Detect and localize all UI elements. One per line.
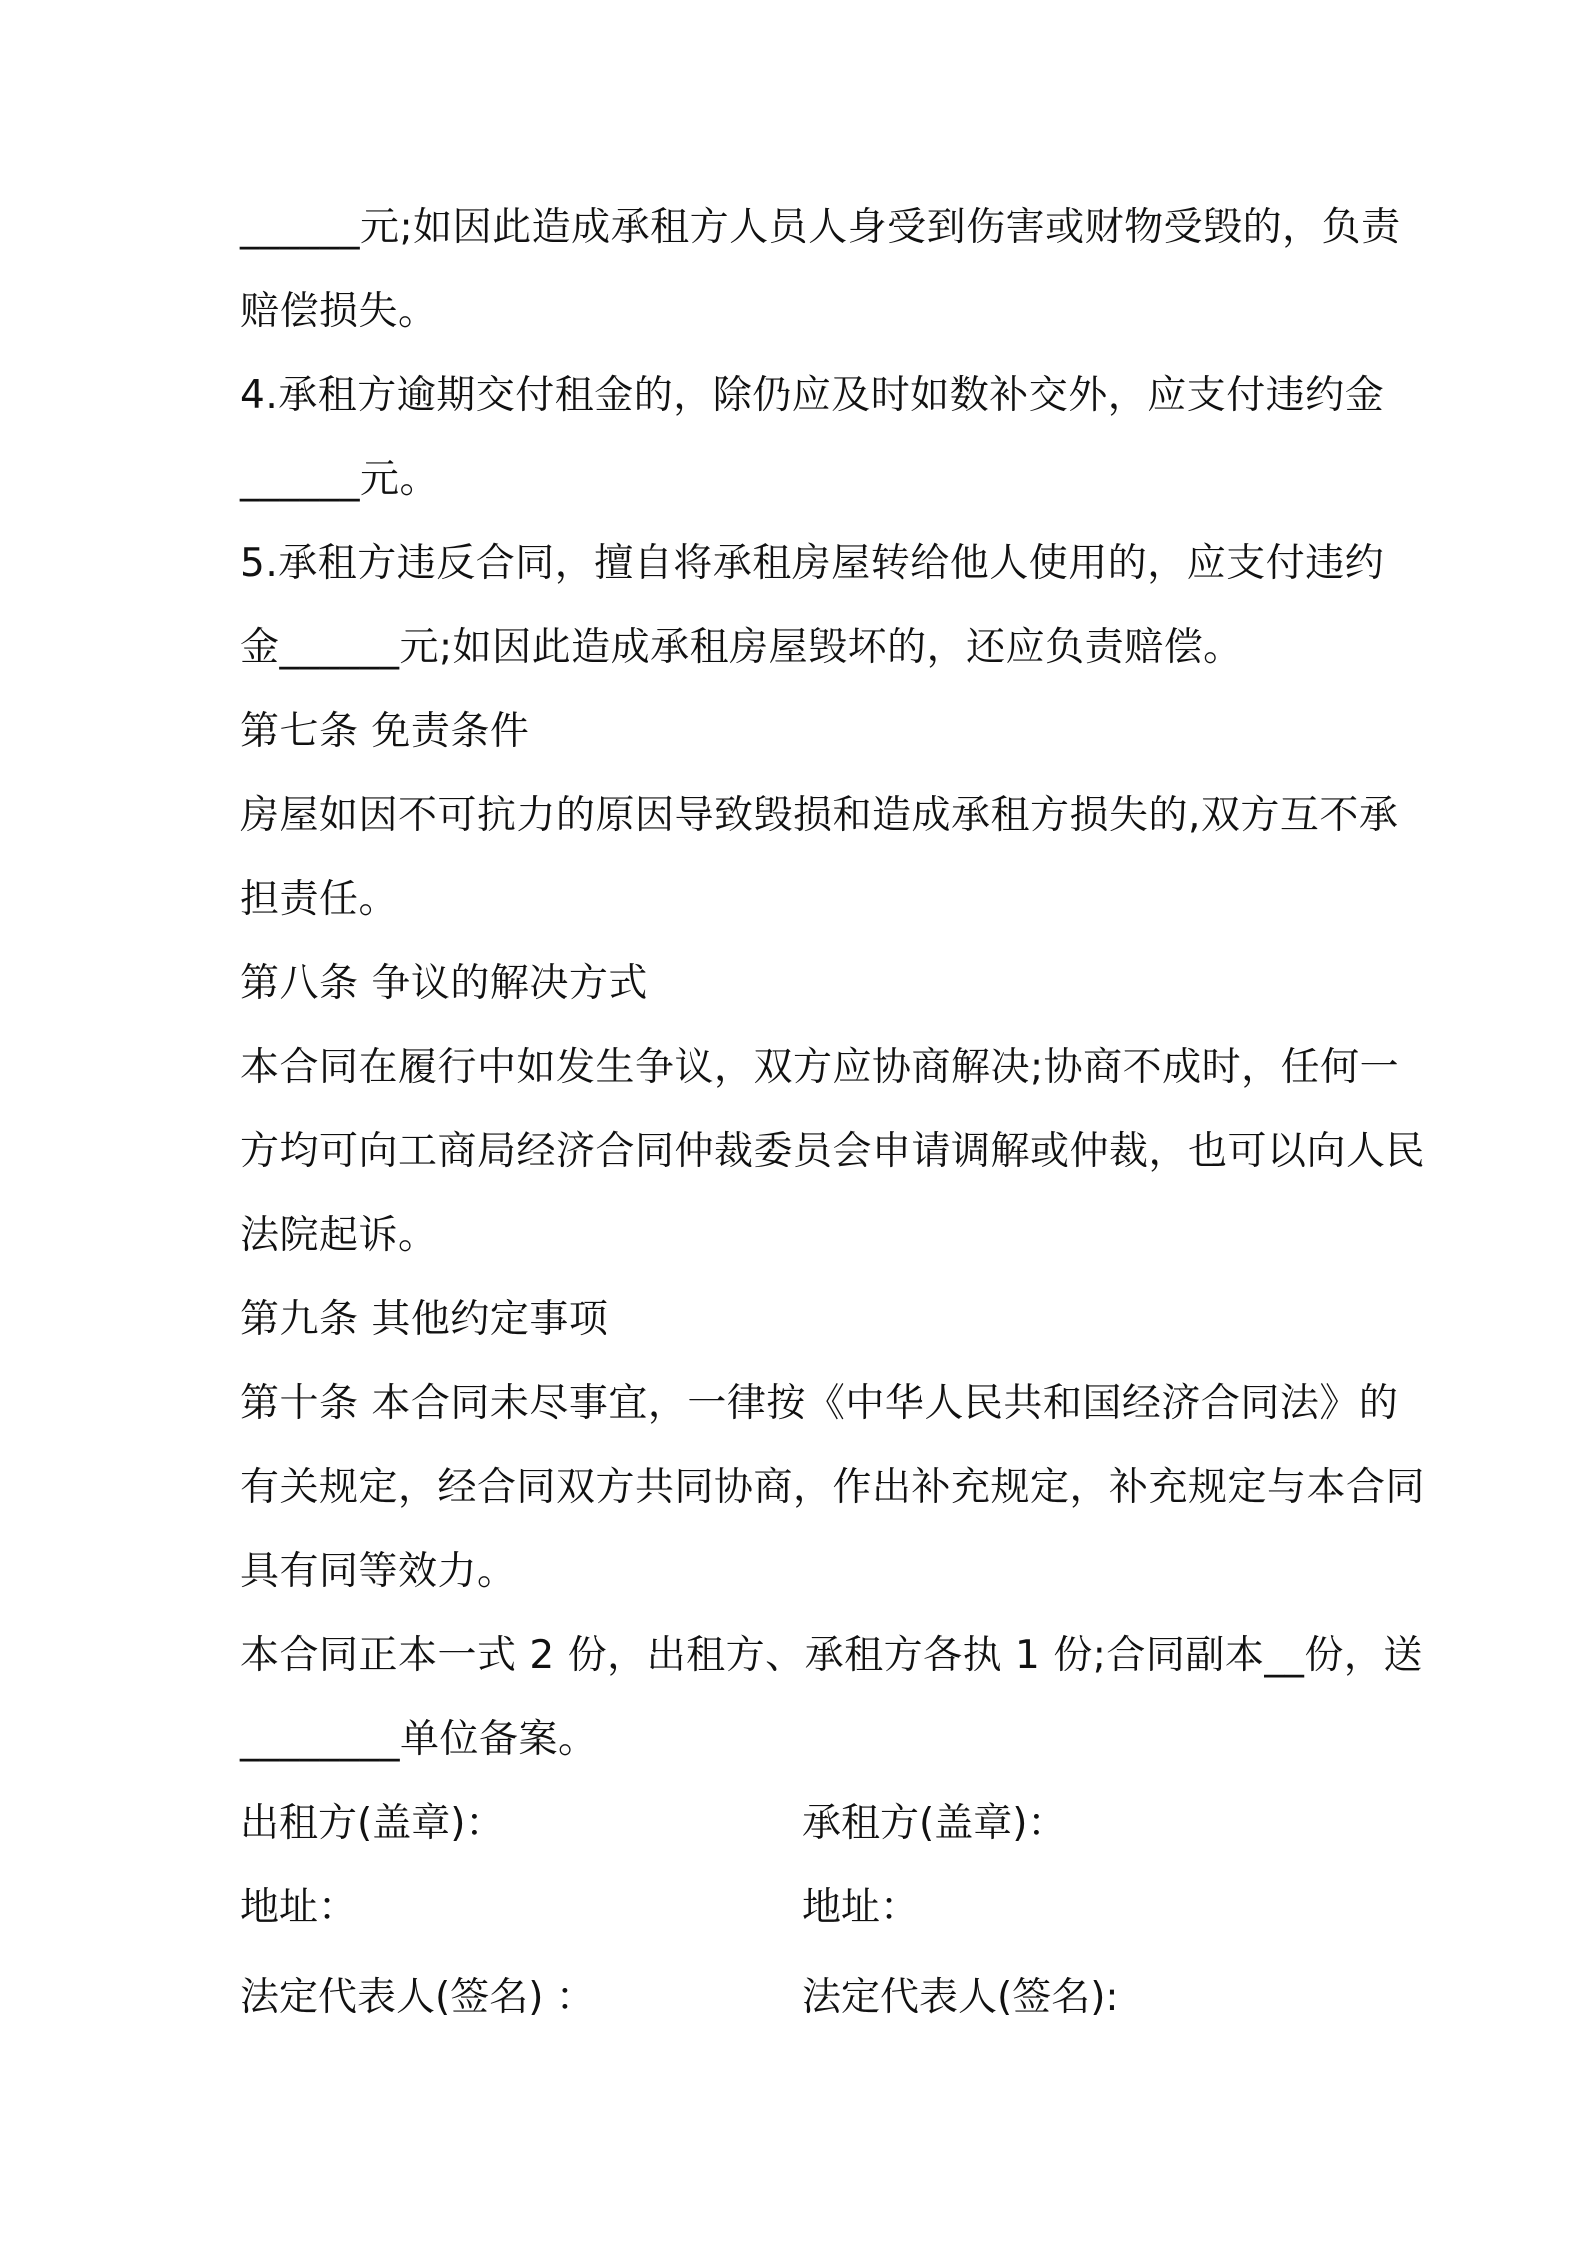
lessor-seal-label: 出租方(盖章)： [240, 1801, 505, 1846]
text-line-3: 4.承租方逾期交付租金的，除仍应及时如数补交外，应支付违约金 [240, 373, 1385, 418]
text-line-9: 担责任。 [240, 877, 399, 922]
section-heading-article-9: 第九条 其他约定事项 [240, 1297, 609, 1342]
text-line-17: 具有同等效力。 [240, 1549, 517, 1594]
lessor-address-label: 地址： [240, 1885, 358, 1930]
text-line-5: 5.承租方违反合同，擅自将承租房屋转给他人使用的，应支付违约 [240, 541, 1385, 586]
lessor-representative-label: 法定代表人(签名) ： [240, 1975, 595, 2020]
lessee-seal-label: 承租方(盖章)： [802, 1801, 1067, 1846]
section-heading-article-10: 第十条 本合同未尽事宜，一律按《中华人民共和国经济合同法》的 [240, 1381, 1399, 1426]
text-line-1: ______元;如因此造成承租方人员人身受到伤害或财物受毁的，负责 [240, 205, 1401, 250]
text-line-11: 本合同在履行中如发生争议，双方应协商解决;协商不成时，任何一 [240, 1045, 1400, 1090]
text-line-2: 赔偿损失。 [240, 289, 438, 334]
text-line-8: 房屋如因不可抗力的原因导致毁损和造成承租方损失的,双方互不承 [240, 793, 1399, 838]
text-line-13: 法院起诉。 [240, 1213, 438, 1258]
section-heading-article-8: 第八条 争议的解决方式 [240, 961, 648, 1006]
text-line-6: 金______元;如因此造成承租房屋毁坏的，还应负责赔偿。 [240, 625, 1243, 670]
section-heading-article-7: 第七条 免责条件 [240, 709, 530, 754]
text-line-16: 有关规定，经合同双方共同协商，作出补充规定，补充规定与本合同 [240, 1465, 1426, 1510]
text-line-4: ______元。 [240, 457, 440, 502]
text-line-19: ________单位备案。 [240, 1717, 598, 1762]
text-line-18: 本合同正本一式 2 份，出租方、承租方各执 1 份;合同副本__份，送 [240, 1633, 1423, 1678]
lessee-representative-label: 法定代表人(签名): [802, 1975, 1119, 2020]
text-line-12: 方均可向工商局经济合同仲裁委员会申请调解或仲裁，也可以向人民 [240, 1129, 1426, 1174]
lessee-address-label: 地址： [802, 1885, 920, 1930]
